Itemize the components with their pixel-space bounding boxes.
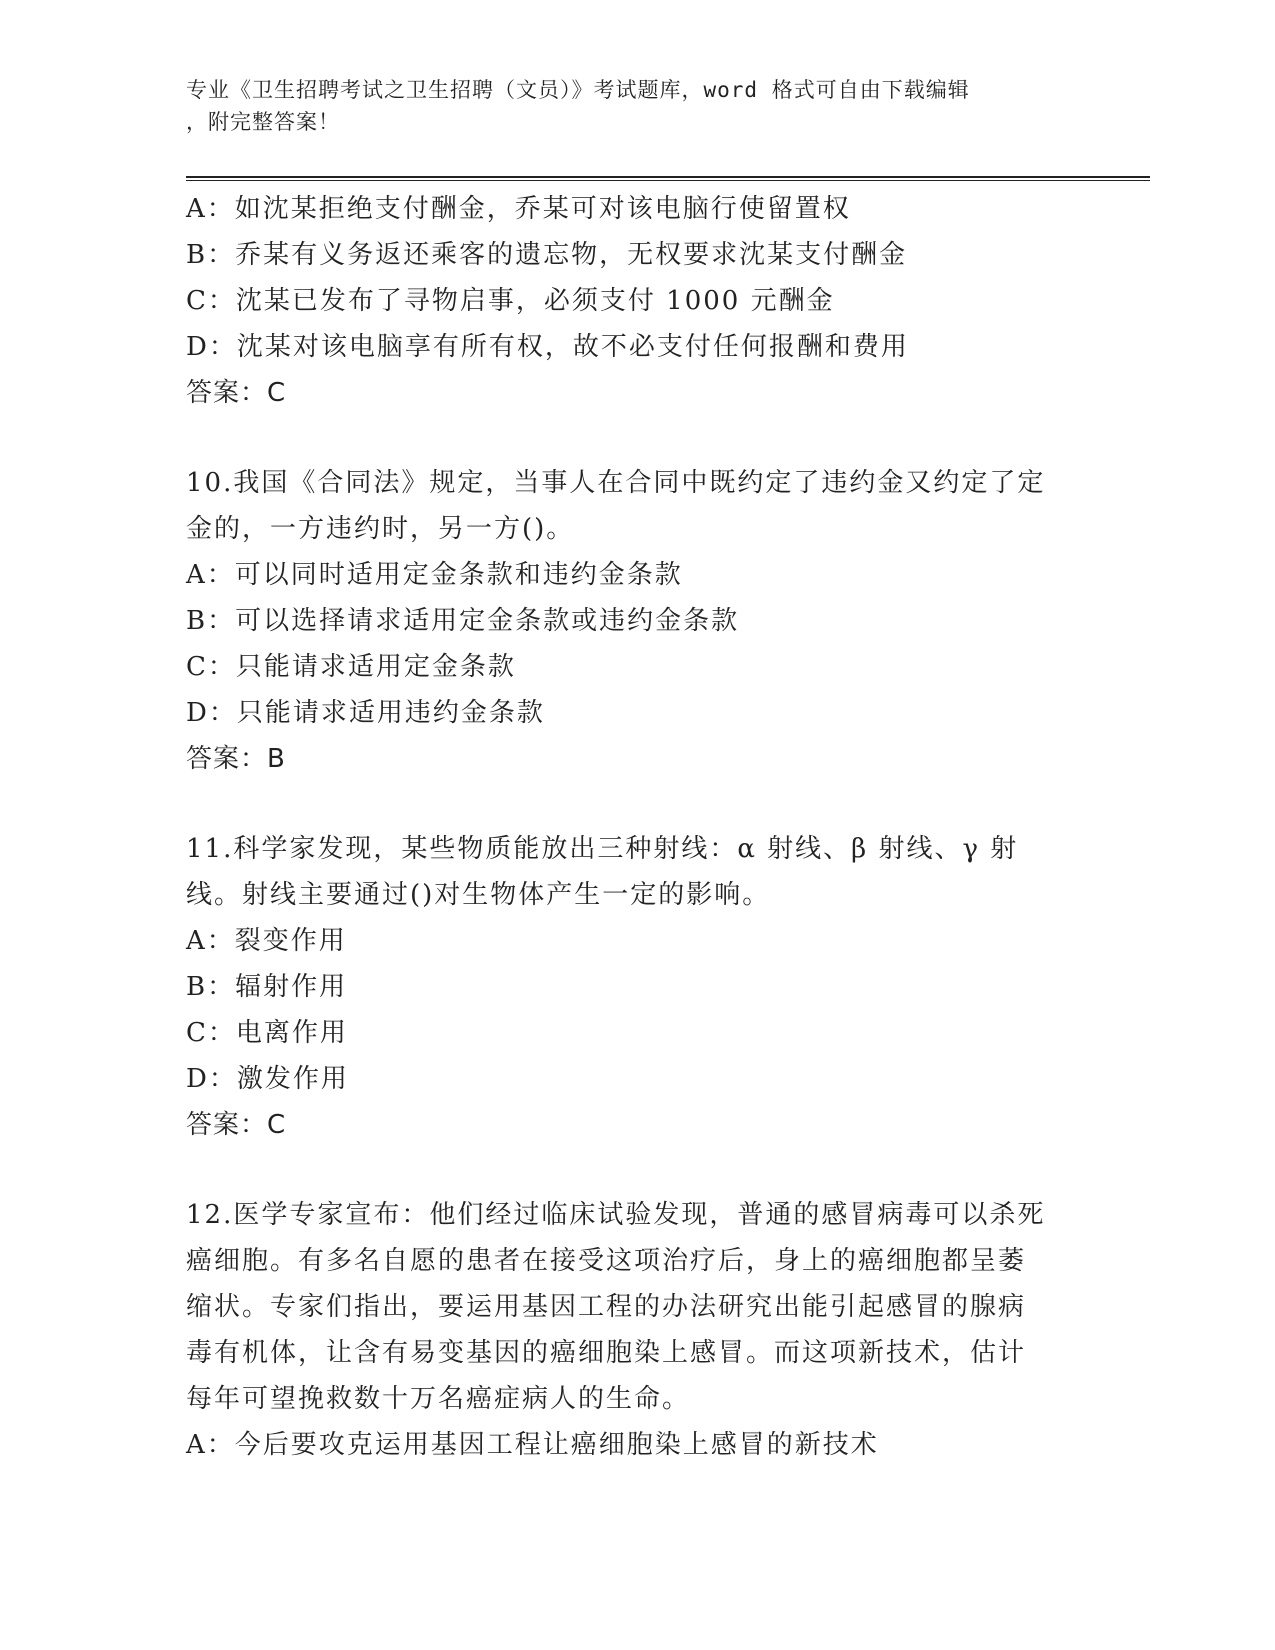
option-a: A：如沈某拒绝支付酬金，乔某可对该电脑行使留置权: [186, 194, 851, 224]
option-c: C：只能请求适用定金条款: [186, 652, 516, 682]
question-stem-line: 10.我国《合同法》规定，当事人在合同中既约定了违约金又约定了定: [186, 468, 1046, 498]
answer-line: 答案：C: [186, 378, 287, 408]
question-12: [186, 1192, 1086, 1468]
option-c: C：电离作用: [186, 1018, 348, 1048]
option-b: B：乔某有义务返还乘客的遗忘物，无权要求沈某支付酬金: [186, 240, 908, 270]
question-stem-line: 11.科学家发现，某些物质能放出三种射线：α 射线、β 射线、γ 射: [186, 834, 1019, 864]
question-stem-line: 每年可望挽救数十万名癌症病人的生命。: [186, 1384, 691, 1414]
option-d: D：激发作用: [186, 1064, 349, 1094]
question-9: [186, 186, 1086, 416]
option-b: B：辐射作用: [186, 972, 348, 1002]
question-11: [186, 826, 1086, 1148]
question-gap: [186, 416, 1086, 460]
option-c: C：沈某已发布了寻物启事，必须支付 1000 元酬金: [186, 286, 835, 316]
header-divider: [186, 176, 1150, 181]
question-stem-line: 缩状。专家们指出，要运用基因工程的办法研究出能引起感冒的腺病: [186, 1292, 1027, 1322]
option-b: B：可以选择请求适用定金条款或违约金条款: [186, 606, 740, 636]
option-a: A：今后要攻克运用基因工程让癌细胞染上感冒的新技术: [186, 1430, 879, 1460]
question-10: [186, 460, 1086, 782]
question-stem-line: 线。射线主要通过()对生物体产生一定的影响。: [186, 880, 771, 910]
question-stem-line: 金的，一方违约时，另一方()。: [186, 514, 575, 544]
header-line-1: 专业《卫生招聘考试之卫生招聘（文员）》考试题库，word 格式可自由下载编辑: [186, 78, 970, 102]
header-line-2: ，附完整答案！: [186, 110, 340, 134]
question-stem-line: 癌细胞。有多名自愿的患者在接受这项治疗后，身上的癌细胞都呈萎: [186, 1246, 1027, 1276]
option-d: D：只能请求适用违约金条款: [186, 698, 545, 728]
question-gap: [186, 782, 1086, 826]
question-list: [186, 186, 1086, 1468]
question-gap: [186, 1148, 1086, 1192]
answer-line: 答案：C: [186, 1110, 287, 1140]
option-a: A：可以同时适用定金条款和违约金条款: [186, 560, 683, 590]
option-a: A：裂变作用: [186, 926, 347, 956]
question-stem-line: 毒有机体，让含有易变基因的癌细胞染上感冒。而这项新技术，估计: [186, 1338, 1027, 1368]
question-stem-line: 12.医学专家宣布：他们经过临床试验发现，普通的感冒病毒可以杀死: [186, 1200, 1046, 1230]
answer-line: 答案：B: [186, 744, 286, 774]
option-d: D：沈某对该电脑享有所有权，故不必支付任何报酬和费用: [186, 332, 909, 362]
page-header: [186, 74, 1066, 138]
